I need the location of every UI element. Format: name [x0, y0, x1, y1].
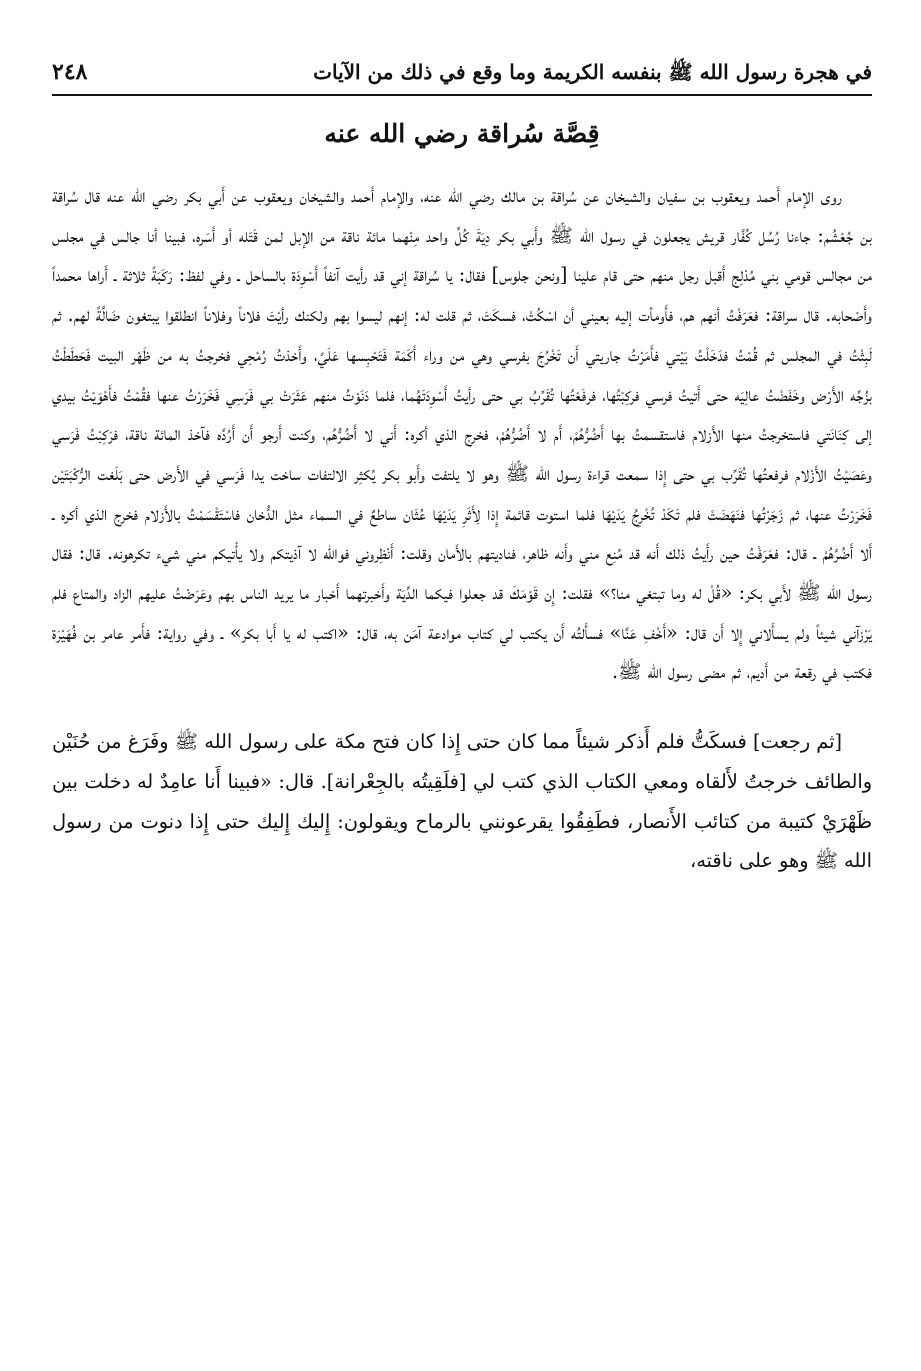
section-title: قِصَّة سُراقة رضي الله عنه — [324, 119, 600, 148]
running-header — [52, 52, 872, 92]
paragraph-2: [ثم رجعت] فسكَتُّ فلم أَذكر شيئاً مما كان حتى إِذا كان فتح مكة على رسول الله ﷺ وفَرَغ من حُنَيْن والطائف خرجتُ لأَلقاه ومعي الكتاب الذي كتب لي [فلَقِيتُه بالجِعْرانة]. قال: «فبينا أَنا عامِدٌ له دخلت بين ظَهْرَيْ كتيبة من كتائب الأَنصار، فطَفِقُوا يقرعونني بالرماح ويقولون: إِليك إِليك حتى إِذا دنوت من رسول الله ﷺ وهو على ناقته، — [52, 730, 872, 873]
book-page — [52, 52, 872, 1342]
page-number: ٢٤٨ — [52, 59, 88, 85]
paragraph-spacer — [52, 692, 872, 722]
header-divider — [52, 94, 872, 96]
body-text — [52, 176, 872, 881]
paragraph-1: روى الإمام أَحمد ويعقوب بن سفيان والشيخان عن سُراقة بن مالك رضي الله عنه، والإمام أَحمد والشيخان ويعقوب عن أَبي بكر رضي الله عنه قال سُراقة بن جُعْشُم: جاءنا رُسُل كُفَّار قريش يجعلون في رسول الله ﷺ وأَبي بكر دِيَةَ كُلِّ واحد مِنْهما مائة ناقة من الإبل لمن قَتَله أو أَسَره، فبينا أنا جالس في مجلس من مجالس قومي بني مُدْلِج أَقبل رجل منهم حتى قام علينا [ونحن جلوس] فقال: يا سُراقة إني قد رأيت آنفاً أَسْوِدَة بالساحل ـ وفي لفظ: رَكَبَةً ثلاثة ـ أَراها محمداً وأَصْحابه. قال سراقة: فعَرَفْتُ أنهم هم، فأَومأت إليه بعيني أن اسْكُتْ، فسكَتَ، ثم قلت له: إنهم ليسوا بهم ولكنك رأيْتَ فلاناً وفلاناً انطلقوا يبتغون ضَالَّةً لهم. ثم لَبِثْتُ في المجلس ثم قُمْتُ فدَخَلْتُ بَيْتي فأَمَرْتُ جاريتي أَن تَخْرُجَ بفرسي وهي من وراء أَكَمَة فَتَحْبِسها عَلَيَّ، وأَخذتُ رُمْحِي فخرجتُ به من ظَهْر البيت فَحَطَطْتُ بزُجِّه الأَرْض وخَفَضْتُ عالِيَه حتى أَتيتُ فرسي فركِبْتُها، فرفَعْتُها تُقَرِّبُ بي حتى رأيتُ أَسْوِدَتَهُما، فلما دَنَوْتُ منهم عَثَرَتْ بي فَرَسِي فَخَرَرْتُ عنها فقُمْتُ فأَهْوَيْتُ بيدي إلى كِنَانَتي فاستخرجتُ منها الأَزلام فاستقسمتُ بها أَضُرُّهُمْ، أَم لا أَضُرُّهُمْ، فخرج الذي أكره: أَني لا أَضُرُّهُم، وكنت أَرجو أَن أَرُدَّه فآخذ المائة ناقة، فرَكِبْتُ فَرَسي وعَصَيْتُ الأَزْلام فرفعتُها تُقَرِّب بي حتى إِذا سمعت قراءة رسول الله ﷺ وهو لا يلتفت وأَبو بكر يُكثِر الالتفات ساخت يدا فَرَسي في الأَرض حتى بَلَغت الرُّكْبَتَيْن فَخَرَرْتُ عنها، ثم زَجَرْتُها فنَهَضَتْ فلم تَكَدْ تُخْرِجُ يَدَيْهَا فلما استوت قائمة إِذا لِأَثَرِ يَدَيْهَا عُثَان ساطعٌ في السماء مثل الدُّخان فاسْتَقْسَمْتُ بالأَزلام فخرج الذي أكره ـ أَلا أَضُرَّهُمْ ـ قال: فعَرَفْتُ حين رأَيتُ ذلك أَنه قد مُنِع مني وأَنه ظاهر، فناديتهم بالأَمان وقلت: أَنْظِروني فوالله لا آذيتكم ولا يأْتيكم مني شيء تكرهونه. قال: فقال رسول الله ﷺ لأَبي بكر: «قُلْ له وما تبتغي منا؟» فقلت: إِن قَوْمَكَ قد جعلوا فيكما الدِّيَة وأَخبرتهما أَخبار ما يريد الناس بهم وعَرَضْتُ عليهم الزاد والمتاع فلم يَرْزآني شيئاً ولم يسأَلاني إِلا أَن قال: «أَخْفِ عَنَّا» فسأَلتُه أَن يكتب لي كتاب موادعة آمَن به، قال: «اكتب له يا أَبا بكر» ـ وفي رواية: فأَمر عامر بن فُهَيْرَة فكتب في رقعة من أَديم، ثم مضى رسول الله ﷺ. — [52, 184, 872, 684]
running-title: في هجرة رسول الله ﷺ بنفسه الكريمة وما وقع في ذلك من الآيات — [313, 60, 872, 84]
